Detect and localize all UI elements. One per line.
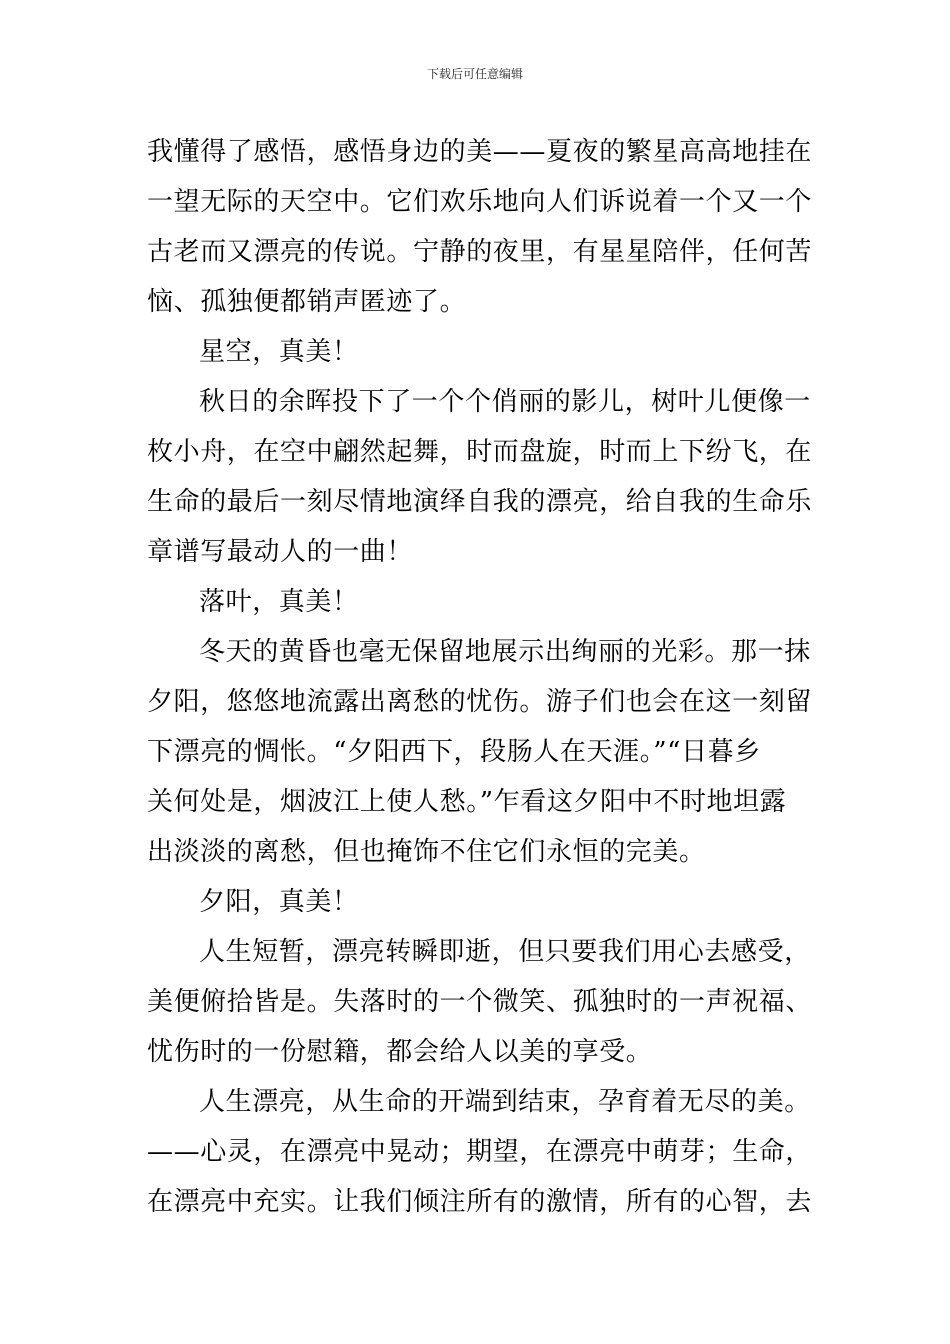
document-body [147, 127, 813, 1227]
text-line: 忧伤时的一份慰籍，都会给人以美的享受。 [147, 1037, 653, 1067]
paragraph-first-line: 冬天的黄昏也毫无保留地展示出绚丽的光彩。那一抹 [199, 637, 811, 667]
text-line: 美便俯拾皆是。失落时的一个微笑、孤独时的一声祝福、 [147, 987, 813, 1017]
text-line: ——心灵，在漂亮中晃动；期望，在漂亮中萌芽；生命， [147, 1137, 813, 1167]
text-line: 下漂亮的惆怅。“夕阳西下，段肠人在天涯。”“日暮乡 [147, 737, 761, 767]
text-line: 枚小舟，在空中翩然起舞，时而盘旋，时而上下纷飞，在 [147, 437, 813, 467]
text-line: 章谱写最动人的一曲！ [147, 537, 414, 567]
text-line: 恼、孤独便都销声匿迹了。 [147, 287, 467, 317]
page-header: 下载后可任意编辑 [426, 67, 523, 81]
paragraph-first-line: 人生漂亮，从生命的开端到结束，孕育着无尽的美。 [199, 1087, 811, 1117]
text-line: 我懂得了感悟，感悟身边的美——夏夜的繁星高高地挂在 [147, 137, 813, 167]
paragraph-first-line: 落叶，真美！ [199, 587, 359, 617]
text-line: 出淡淡的离愁，但也掩饰不住它们永恒的完美。 [147, 837, 706, 867]
text-line: 关何处是，烟波江上使人愁。”乍看这夕阳中不时地坦露 [147, 787, 787, 817]
paragraph-first-line: 星空，真美！ [199, 337, 359, 367]
paragraph-first-line: 夕阳，真美！ [199, 887, 359, 917]
text-line: 夕阳，悠悠地流露出离愁的忧伤。游子们也会在这一刻留 [147, 687, 813, 717]
text-line: 在漂亮中充实。让我们倾注所有的激情，所有的心智，去 [147, 1187, 813, 1217]
text-line: 生命的最后一刻尽情地演绎自我的漂亮，给自我的生命乐 [147, 487, 813, 517]
text-line: 一望无际的天空中。它们欢乐地向人们诉说着一个又一个 [147, 187, 813, 217]
paragraph-first-line: 秋日的余晖投下了一个个俏丽的影儿，树叶儿便像一 [199, 387, 811, 417]
text-line: 古老而又漂亮的传说。宁静的夜里，有星星陪伴，任何苦 [147, 237, 813, 267]
paragraph-first-line: 人生短暂，漂亮转瞬即逝，但只要我们用心去感受， [199, 937, 811, 967]
